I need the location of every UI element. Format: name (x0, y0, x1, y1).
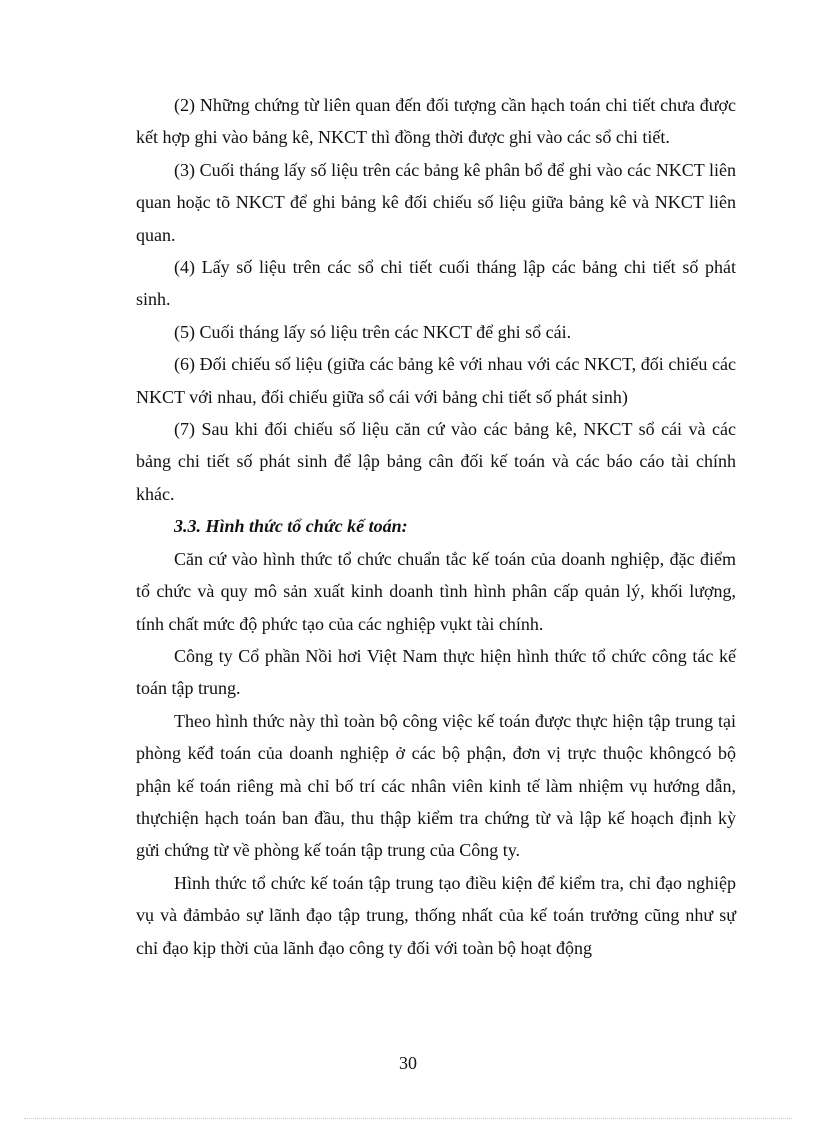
paragraph-step-7: (7) Sau khi đối chiếu số liệu căn cứ vào các bảng kê, NKCT sổ cái và các bảng chi tiết số phát sinh để lập bảng cân đối kế toán và các báo cáo tài chính khác. (136, 419, 736, 504)
page-body (136, 89, 736, 964)
page-bottom-divider (24, 1118, 792, 1119)
paragraph-centralized: Theo hình thức này thì toàn bộ công việc kế toán được thực hiện tập trung tại phòng kếđ toán của doanh nghiệp ở các bộ phận, đơn vị trực thuộc khôngcó bộ phận kế toán riêng mà chỉ bố trí các nhân viên kinh tế làm nhiệm vụ hướng dẫn, thựchiện hạch toán ban đầu, thu thập kiểm tra chứng từ và lập kế hoạch định kỳ gửi chứng từ về phòng kế toán tập trung của Công ty. (136, 710, 736, 861)
paragraph-step-4: (4) Lấy số liệu trên các sổ chi tiết cuối tháng lập các bảng chi tiết số phát sinh. (136, 257, 736, 310)
paragraph-step-5: (5) Cuối tháng lấy só liệu trên các NKCT để ghi sổ cái. (174, 321, 572, 342)
paragraph-step-3: (3) Cuối tháng lấy số liệu trên các bảng kê phân bổ để ghi vào các NKCT liên quan hoặc tõ NKCT để ghi bảng kê đối chiếu số liệu giữa bảng kê và NKCT liên quan. (136, 159, 736, 245)
paragraph-step-2: (2) Những chứng từ liên quan đến đối tượng cần hạch toán chi tiết chưa được kết hợp ghi vào bảng kê, NKCT thì đồng thời được ghi vào các sổ chi tiết. (136, 95, 736, 148)
paragraph-benefits: Hình thức tổ chức kế toán tập trung tạo điều kiện để kiểm tra, chỉ đạo nghiệp vụ và đảmbảo sự lãnh đạo tập trung, thống nhất của kế toán trưởng cũng như sự chỉ đạo kịp thời của lãnh đạo công ty đối với toàn bộ hoạt động (136, 872, 736, 958)
paragraph-step-6: (6) Đối chiếu số liệu (giữa các bảng kê với nhau với các NKCT, đối chiếu các NKCT với nhau, đối chiếu giữa sổ cái với bảng chi tiết số phát sinh) (136, 354, 736, 407)
page-number: 30 (399, 1053, 417, 1073)
paragraph-company: Công ty Cổ phần Nồi hơi Việt Nam thực hiện hình thức tổ chức công tác kế toán tập trung. (136, 645, 736, 699)
section-heading: 3.3. Hình thức tổ chức kế toán: (174, 516, 408, 537)
paragraph-basis: Căn cứ vào hình thức tổ chức chuẩn tắc kế toán của doanh nghiệp, đặc điểm tổ chức và quy mô sản xuất kinh doanh tình hình phân cấp quản lý, khối lượng, tính chất mức độ phức tạo của các nghiệp vụkt tài chính. (136, 548, 736, 634)
